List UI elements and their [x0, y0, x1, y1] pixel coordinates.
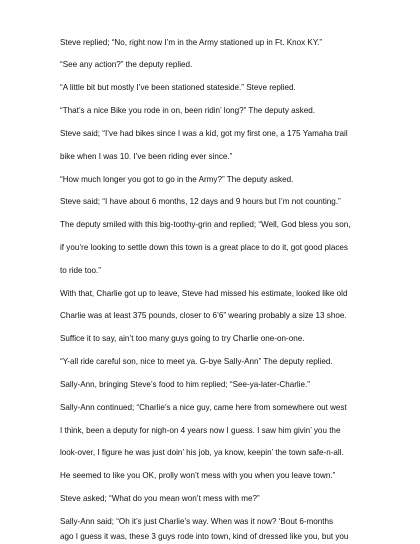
text-line: bike when I was 10. I’ve been riding ever since.” — [60, 152, 233, 161]
text-line: The deputy smiled with this big-toothy-grin and replied; “Well, God bless you son, — [60, 220, 351, 229]
text-line: “How much longer you got to go in the Army?” The deputy asked. — [60, 175, 294, 184]
text-line: He seemed to like you OK, prolly won’t mess with you when you leave town.” — [60, 471, 336, 480]
text-line: to ride too.” — [60, 266, 101, 275]
text-line: “Y-all ride careful son, nice to meet ya. G-bye Sally-Ann” The deputy replied. — [60, 357, 333, 366]
text-line: “A little bit but mostly I’ve been stationed stateside.” Steve replied. — [60, 83, 296, 92]
text-line: With that, Charlie got up to leave, Steve had missed his estimate, looked like old — [60, 289, 348, 298]
text-line: Steve asked; “What do you mean won’t mess with me?” — [60, 494, 260, 503]
text-line: “That’s a nice Bike you rode in on, been ridin’ long?” The deputy asked. — [60, 106, 315, 115]
text-line: Sally-Ann, bringing Steve’s food to him replied; “See-ya-later-Charlie.” — [60, 380, 310, 389]
text-line: Steve said; “I have about 6 months, 12 days and 9 hours but I’m not counting.” — [60, 197, 341, 206]
text-line: Sally-Ann continued; “Charlie’s a nice guy, came here from somewhere out west — [60, 403, 347, 412]
text-line: if you’re looking to settle down this town is a great place to do it, got good places — [60, 243, 348, 252]
text-line: Suffice it to say, ain’t too many guys going to try Charlie one-on-one. — [60, 334, 305, 343]
text-line: Steve said; “I’ve had bikes since I was a kid, got my first one, a 175 Yamaha trail — [60, 129, 348, 138]
text-line: Steve replied; “No, right now I’m in the Army stationed up in Ft. Knox KY.” — [60, 38, 323, 47]
text-line: Sally-Ann said; “Oh it’s just Charlie’s way. When was it now? ‘Bout 6-months — [60, 517, 334, 526]
text-line: look-over, I figure he was just doin’ his job, ya know, keepin’ the town safe-n-all. — [60, 448, 344, 457]
text-line: I think, been a deputy for nigh-on 4 years now I guess. I saw him givin’ you the — [60, 426, 341, 435]
text-line: ago I guess it was, these 3 guys rode into town, kind of dressed like you, but you — [60, 532, 349, 541]
text-line: “See any action?” the deputy replied. — [60, 60, 193, 69]
text-line: Charlie was at least 375 pounds, closer to 6’6” wearing probably a size 13 shoe. — [60, 311, 347, 320]
